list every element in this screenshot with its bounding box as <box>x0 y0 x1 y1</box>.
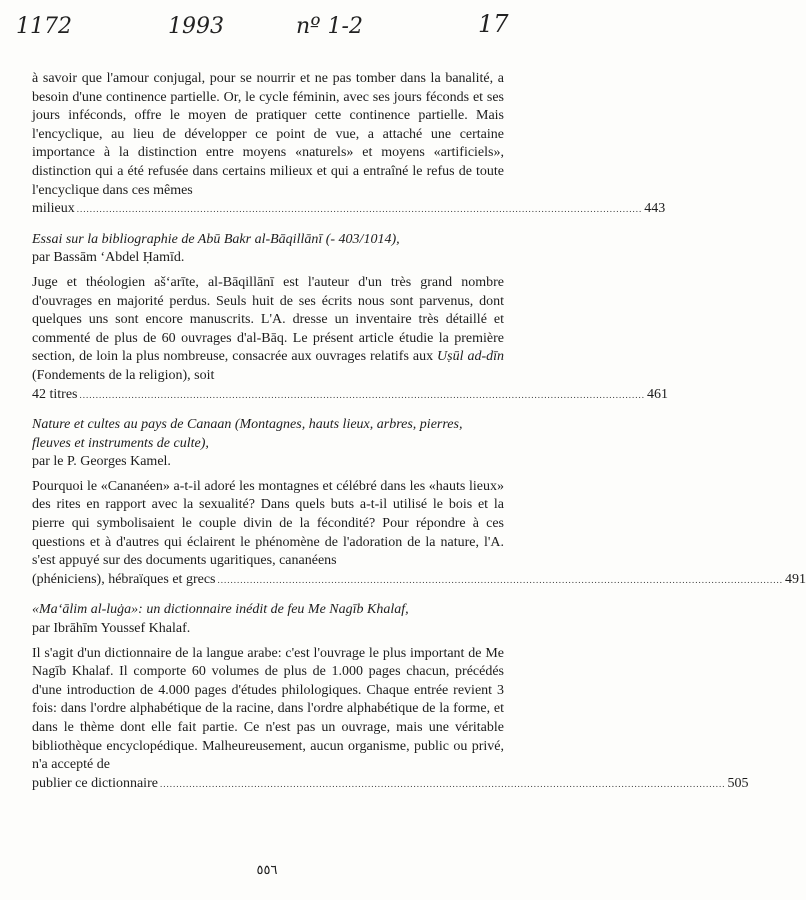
entry-last-line <box>32 386 668 405</box>
footer-page-number: ٥٥٦ <box>256 862 278 877</box>
entry-page-number: 443 <box>644 201 666 217</box>
entry-last-text: publier ce dictionnaire <box>32 775 158 791</box>
entry-last-text: 42 titres <box>32 386 78 402</box>
entry-last-line <box>32 775 749 794</box>
handwritten-volume: 1172 <box>16 14 72 39</box>
entry-last-text: milieux <box>32 201 75 217</box>
entry-last-line <box>32 571 806 590</box>
entry-title <box>32 231 504 250</box>
entry-author: par Ibrāhīm Youssef Khalaf. <box>32 621 191 637</box>
entry-body <box>32 274 504 386</box>
handwritten-issue: nº 1-2 <box>296 14 363 39</box>
entry-body-tail: (Fondements de la religion), soit <box>32 367 215 383</box>
entry-page-number: 505 <box>727 775 749 791</box>
entry-page-number: 491 <box>784 571 806 587</box>
entry-title-italic: Nature et cultes au pays de Canaan (Montagnes, hauts lieux, arbres, pierres, fleuves et instruments de culte), <box>32 417 463 451</box>
index-entry <box>32 416 806 589</box>
entry-title-italic: Essai sur la bibliographie de Abū Bakr al-Bāqillānī (- 403/1014), <box>32 231 400 247</box>
entry-title <box>32 416 504 453</box>
handwritten-annotations <box>0 6 534 46</box>
entry-page-number: 461 <box>647 386 668 402</box>
handwritten-page: 17 <box>478 10 509 38</box>
entry-body: Pourquoi le «Cananéen» a-t-il adoré les montagnes et célébré dans les «hauts lieux» des rites en rapport avec la sexualité? Dans quels buts a-t-il utilisé le bois et la pierre qui symbolisaient le couple divin de la fécondité? Pour répondre à ces questions et à d'autres qui éclairent le phénomène de l'adoration de la nature, l'A. s'est appuyé sur des documents ugaritiques, cananéens <box>32 478 504 569</box>
index-entry <box>32 601 749 793</box>
index-entry <box>32 231 668 404</box>
entry-author: par le P. Georges Kamel. <box>32 454 171 470</box>
leader-dots: .............................................................................................................................................................................. <box>76 204 643 215</box>
entry-body-text: Juge et théologien aš‘arīte, al-Bāqillānī est l'auteur d'un très grand nombre d'ouvrages en majorité perdus. Seuls huit de ses écrits nous sont parvenus, dont quelques uns sont encore manuscrits. L'A. dresse un inventaire très détaillé et commenté de plus de 60 ouvrages d'al-Bāq. Le présent article étudie la première section, de loin la plus nombreuse, consacrée aux ouvrages relatifs aux <box>32 274 504 365</box>
handwritten-year: 1993 <box>168 14 224 39</box>
leader-dots: .............................................................................................................................................................................. <box>217 574 783 585</box>
entry-last-text: (phéniciens), hébraïques et grecs <box>32 571 216 587</box>
entry-last-line <box>32 200 666 219</box>
entry-body: Il s'agit d'un dictionnaire de la langue arabe: c'est l'ouvrage le plus important de Me Nagīb Khalaf. Il comporte 60 volumes de plus de 1.000 pages chacun, précédés d'une introduction de 4.000 pages d'études philologiques. Chaque entrée revient 3 fois: dans l'ordre alphabétique de la racine, dans l'ordre alphabétique de la forme, et dans le thème dont elle fait partie. Ce n'est pas un ouvrage, mais une véritable bibliothèque encyclopédique. Malheureusement, aucun organisme, public ou privé, n'a accepté de <box>32 645 504 773</box>
entry-body: à savoir que l'amour conjugal, pour se nourrir et ne pas tomber dans la banalité, a besoin d'une continence partielle. Or, le cycle féminin, avec ses jours féconds et ses jours inféconds, offre le moyen de pratiquer cette continence partielle. Mais l'encyclique, au lieu de développer ce point de vue, a attaché une certaine importance à la distinction entre moyens «naturels» et moyens «artificiels», distinction qui a été refusée dans certains milieux et qui a entraîné le refus de toute l'encyclique dans ces mêmes <box>32 71 504 198</box>
entry-title-italic: «Ma‘ālim al-luġa»: un dictionnaire inédit de feu Me Nagīb Khalaf, <box>32 602 409 618</box>
entry-title <box>32 601 504 620</box>
entry-author: par Bassām ‘Abdel Ḥamīd. <box>32 250 185 266</box>
entry-body-italic: Uṣūl ad-dīn <box>437 349 505 365</box>
leader-dots: .............................................................................................................................................................................. <box>79 389 645 400</box>
index-content <box>32 70 806 793</box>
index-entry <box>32 70 666 219</box>
leader-dots: .............................................................................................................................................................................. <box>159 778 726 789</box>
